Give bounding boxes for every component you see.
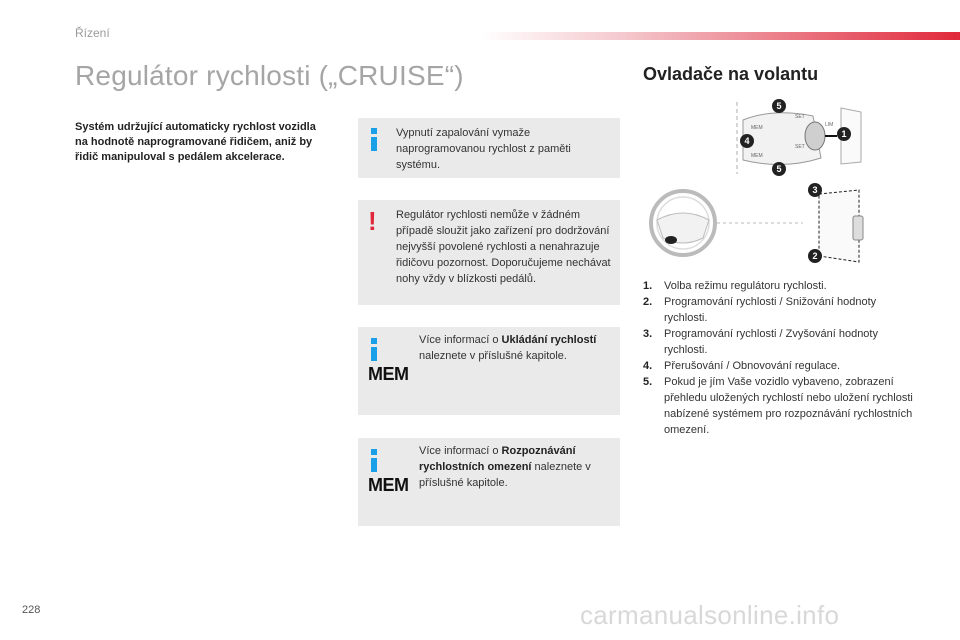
cruise-lever [853,216,863,240]
callout-number: 1 [841,129,847,139]
intro-text: Systém udržující automaticky rychlost vozidla na hodnotě naprogramované řidičem, aniž by řidič manipuloval s pedálem akcelerace. [75,121,316,163]
set-button-label: SET [795,114,805,120]
steering-wheel-icon [651,191,715,255]
legend-text: Přerušování / Obnovování regulace. [664,360,841,372]
controls-legend [643,278,913,438]
legend-text: Programování rychlosti / Zvyšování hodnoty rychlosti. [664,328,878,356]
mem-text-post: naleznete v příslušné kapitole. [419,461,591,489]
info-icon [371,128,377,151]
mem-text-pre: Více informací o [419,445,502,457]
set-button-label: SET [795,144,805,150]
legend-item [643,278,913,294]
callout-2 [808,249,822,263]
legend-item [643,374,913,438]
legend-number: 3. [643,328,653,340]
legend-number: 2. [643,296,653,308]
mode-selector-knob [805,122,825,150]
info-text-ignition: Vypnutí zapalování vymaže naprogramovanou rychlost z paměti systému. [396,127,571,171]
callout-number: 2 [812,251,818,261]
warning-text: Regulátor rychlosti nemůže v žádném případě sloužit jako zařízení pro dodržování nejvyšší povolené rychlosti a nenahrazuje řidičovu pozornost. Doporučujeme nechávat nohy vždy v blízkosti pedálů. [396,209,611,285]
info-icon [371,449,377,472]
callout-1 [837,127,851,141]
section-heading-steering-controls: Ovladače na volantu [643,64,819,84]
callout-5-bottom [772,162,786,176]
page-number: 228 [22,604,41,616]
lim-label: LIM [825,122,834,128]
callout-number: 5 [776,164,782,174]
mem-icon: MEM [368,364,409,384]
mem-text-bold: Rozpoznávání rychlostních omezení [419,445,576,473]
mem-text-speed-limit-recognition [419,443,614,491]
legend-item [643,358,913,374]
mem-icon: MEM [368,475,409,495]
legend-text: Volba režimu regulátoru rychlosti. [664,280,827,292]
section-label: Řízení [75,26,110,40]
callout-number: 4 [744,136,750,146]
mem-button-label: MEM [751,125,763,131]
callout-number: 3 [812,185,818,195]
steering-controls-illustration [643,98,883,278]
mem-text-post: naleznete v příslušné kapitole. [419,350,567,362]
callout-5-top [772,99,786,113]
mem-text-pre: Více informací o [419,334,502,346]
watermark: carmanualsonline.info [580,600,840,630]
legend-number: 4. [643,360,653,372]
mem-text-bold: Ukládání rychlostí [501,334,597,346]
legend-text: Programování rychlosti / Snižování hodnoty rychlosti. [664,296,877,324]
legend-item [643,326,913,358]
info-icon [371,338,377,361]
mem-box-speed-limit-recognition [358,438,620,526]
callout-3 [808,183,822,197]
mem-text-speed-memory [419,332,614,364]
warning-box [358,200,620,305]
header-accent-bar [480,32,960,40]
page-title: Regulátor rychlosti („CRUISE“) [75,60,464,91]
legend-number: 1. [643,280,653,292]
mem-button-label: MEM [751,153,763,159]
warning-icon: ! [368,206,377,236]
legend-number: 5. [643,376,653,388]
mem-box-speed-memory [358,327,620,415]
callout-4 [740,134,754,148]
info-box-ignition [358,118,620,178]
callout-number: 5 [776,101,782,111]
legend-text: Pokud je jím Vaše vozidlo vybaveno, zobrazení přehledu uložených rychlostí nebo uložení rychlosti nabízené systémem pro rozpoznávání rychlostních omezení. [664,376,913,436]
legend-item [643,294,913,326]
